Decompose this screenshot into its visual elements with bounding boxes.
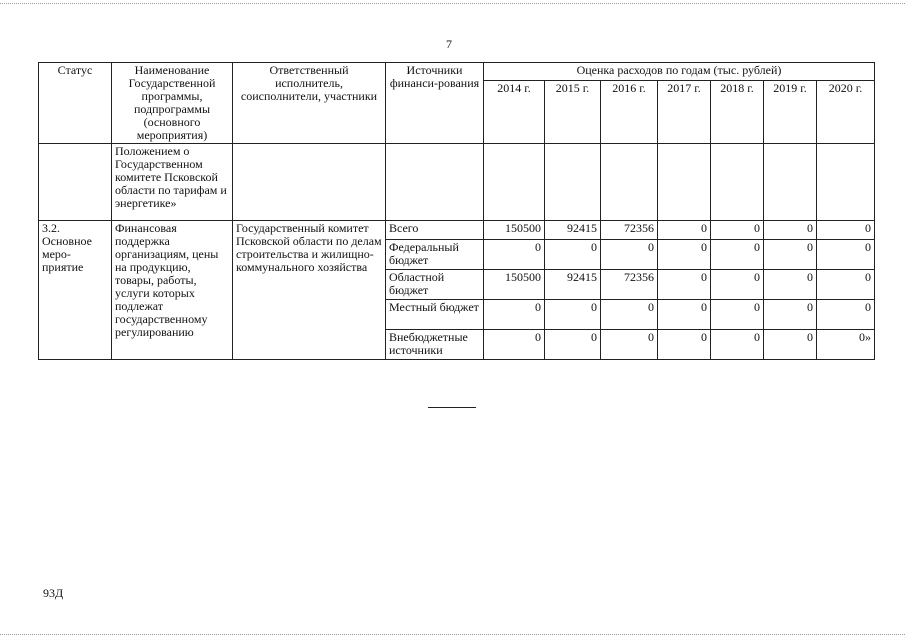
header-year: 2018 г. — [711, 80, 764, 143]
table-row-continuation — [39, 144, 875, 221]
cell-value: 0 — [764, 240, 817, 270]
header-status: Статус — [39, 63, 112, 144]
header-year: 2016 г. — [601, 80, 658, 143]
cell-value: 150500 — [484, 221, 545, 240]
cell-value: 150500 — [484, 270, 545, 300]
cell-empty — [601, 144, 658, 221]
cell-item-status: 3.2. Основное меро-приятие — [39, 221, 112, 360]
header-year: 2015 г. — [545, 80, 601, 143]
cell-value: 0 — [484, 330, 545, 360]
header-name: Наименование Государственной программы, подпрограммы (основного мероприятия) — [112, 63, 233, 144]
header-expense-title: Оценка расходов по годам (тыс. рублей) — [484, 63, 875, 81]
cell-value: 0 — [817, 300, 875, 330]
cell-value: 0 — [711, 221, 764, 240]
header-executor: Ответственный исполнитель, соисполнители, участники — [233, 63, 386, 144]
cell-value: 0 — [545, 240, 601, 270]
table-row — [39, 221, 875, 240]
cell-value: 72356 — [601, 270, 658, 300]
cell-value: 92415 — [545, 221, 601, 240]
cell-value: 92415 — [545, 270, 601, 300]
cell-value: 0 — [764, 330, 817, 360]
cell-empty — [233, 144, 386, 221]
cell-value: 0 — [711, 240, 764, 270]
cell-empty — [764, 144, 817, 221]
expense-table — [38, 62, 875, 360]
cell-value: 0 — [817, 240, 875, 270]
header-year: 2019 г. — [764, 80, 817, 143]
cell-value: 0 — [711, 300, 764, 330]
cell-continuation-name: Положением о Государственном комитете Псковской области по тарифам и энергетике» — [112, 144, 233, 221]
cell-value: 0 — [764, 221, 817, 240]
cell-value: 0 — [545, 300, 601, 330]
cell-source: Федеральный бюджет — [386, 240, 484, 270]
cell-empty — [545, 144, 601, 221]
header-year: 2014 г. — [484, 80, 545, 143]
cell-value: 0 — [658, 300, 711, 330]
cell-value: 0 — [711, 330, 764, 360]
header-year: 2020 г. — [817, 80, 875, 143]
cell-value: 0 — [658, 330, 711, 360]
cell-source: Местный бюджет — [386, 300, 484, 330]
cell-value: 0» — [817, 330, 875, 360]
closing-rule — [428, 407, 476, 408]
cell-source: Областной бюджет — [386, 270, 484, 300]
cell-value: 0 — [764, 300, 817, 330]
cell-empty — [711, 144, 764, 221]
cell-value: 0 — [711, 270, 764, 300]
cell-value: 0 — [658, 240, 711, 270]
header-sources: Источники финанси-рования — [386, 63, 484, 144]
cell-empty — [817, 144, 875, 221]
cell-source: Внебюджетные источники — [386, 330, 484, 360]
cell-value: 0 — [601, 330, 658, 360]
cell-empty — [386, 144, 484, 221]
cell-value: 0 — [601, 240, 658, 270]
cell-value: 0 — [817, 221, 875, 240]
cell-value: 0 — [484, 300, 545, 330]
cell-empty — [484, 144, 545, 221]
scan-edge-bottom — [0, 634, 905, 636]
cell-value: 0 — [817, 270, 875, 300]
page-number: 7 — [446, 37, 452, 51]
cell-source: Всего — [386, 221, 484, 240]
cell-empty — [39, 144, 112, 221]
cell-item-executor: Государственный комитет Псковской области по делам строительства и жилищно-коммунального хозяйства — [233, 221, 386, 360]
cell-value: 72356 — [601, 221, 658, 240]
cell-value: 0 — [658, 270, 711, 300]
scan-edge-top — [0, 3, 905, 5]
cell-value: 0 — [764, 270, 817, 300]
cell-value: 0 — [601, 300, 658, 330]
footer-code: 93Д — [43, 586, 64, 600]
cell-item-name: Финансовая поддержка организациям, цены на продукцию, товары, работы, услуги которых подлежат государственному регулированию — [112, 221, 233, 360]
cell-empty — [658, 144, 711, 221]
cell-value: 0 — [484, 240, 545, 270]
cell-value: 0 — [545, 330, 601, 360]
cell-value: 0 — [658, 221, 711, 240]
header-year: 2017 г. — [658, 80, 711, 143]
